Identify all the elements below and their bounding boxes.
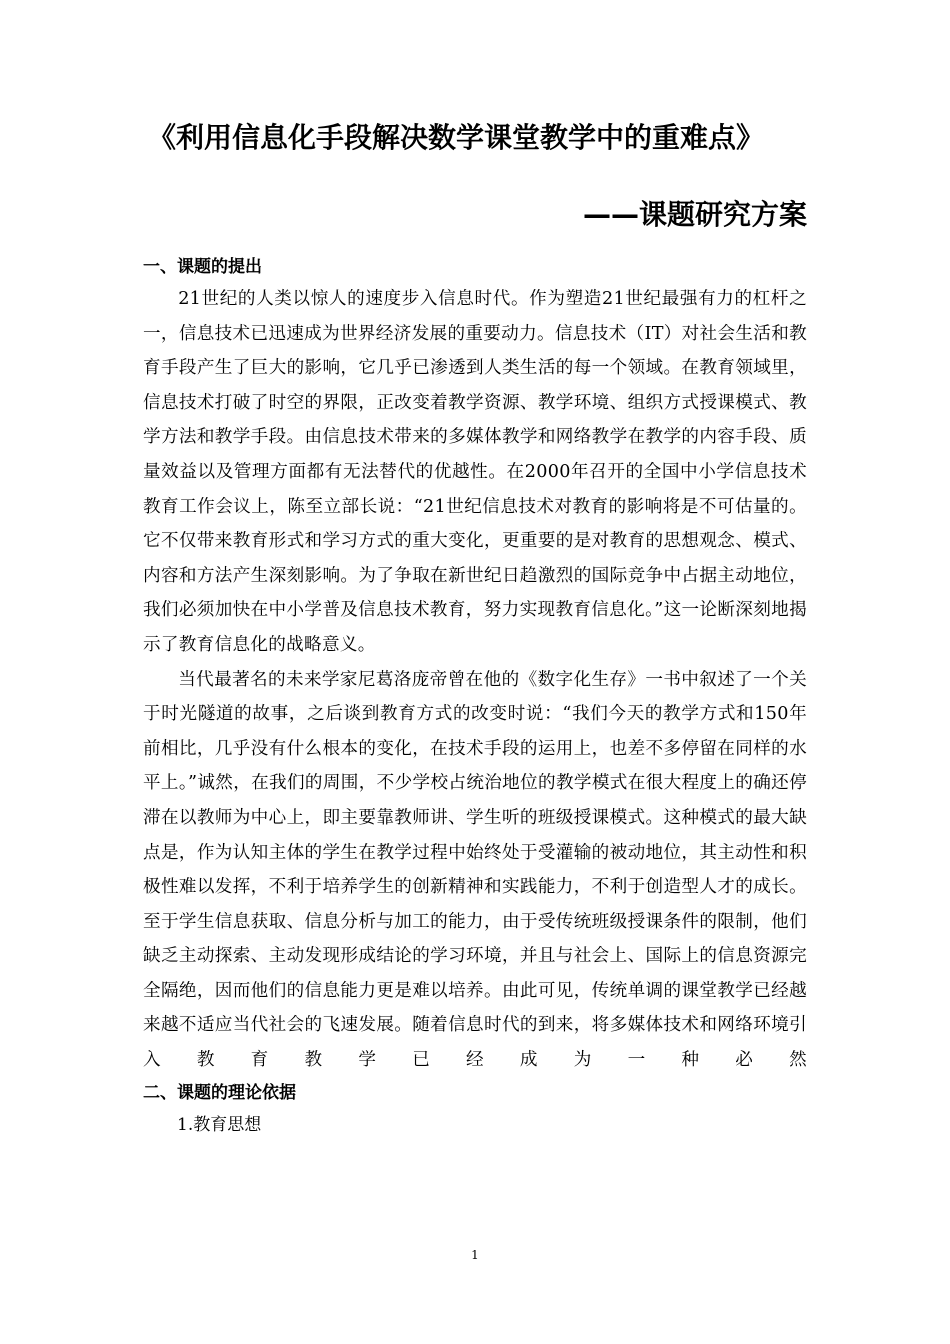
section-proposal xyxy=(143,252,807,1078)
section-heading-theory: 二、课题的理论依据 xyxy=(143,1082,296,1103)
section-theory xyxy=(143,1078,807,1142)
subitem-education-thought: 1.教育思想 xyxy=(177,1114,262,1135)
page-number: 1 xyxy=(471,1248,479,1262)
paragraph-information-age: 21世纪的人类以惊人的速度步入信息时代。作为塑造21世纪最强有力的杠杆之一，信息技术已迅速成为世界经济发展的重要动力。信息技术（IT）对社会生活和教育手段产生了巨大的影响，它几乎已渗透到人类生活的每一个领域。在教育领域里，信息技术打破了时空的界限，正改变着教学资源、教学环境、组织方式授课模式、教学方法和教学手段。由信息技术带来的多媒体教学和网络教学在教学的内容手段、质量效益以及管理方面都有无法替代的优越性。在2000年召开的全国中小学信息技术教育工作会议上，陈至立部长说：“21世纪信息技术对教育的影响将是不可估量的。它不仅带来教育形式和学习方式的重大变化，更重要的是对教育的思想观念、模式、内容和方法产生深刻影响。为了争取在新世纪日趋激烈的国际竞争中占据主动地位，我们必须加快在中小学普及信息技术教育，努力实现教育信息化。”这一论断深刻地揭示了教育信息化的战略意义。 xyxy=(143,289,807,655)
document-subtitle: ——课题研究方案 xyxy=(582,198,807,231)
document-body xyxy=(143,252,807,1142)
document-title: 《利用信息化手段解决数学课堂教学中的重难点》 xyxy=(148,121,765,154)
paragraph-teaching-modes: 当代最著名的未来学家尼葛洛庞帝曾在他的《数字化生存》一书中叙述了一个关于时光隧道的故事，之后谈到教育方式的改变时说：“我们今天的教学方式和150年前相比，几乎没有什么根本的变化，在技术手段的运用上，也差不多停留在同样的水平上。”诚然，在我们的周围，不少学校占统治地位的教学模式在很大程度上的确还停滞在以教师为中心上，即主要靠教师讲、学生听的班级授课模式。这种模式的最大缺点是，作为认知主体的学生在教学过程中始终处于受灌输的被动地位，其主动性和积极性难以发挥，不利于培养学生的创新精神和实践能力，不利于创造型人才的成长。至于学生信息获取、信息分析与加工的能力，由于受传统班级授课条件的限制，他们缺乏主动探索、主动发现形成结论的学习环境，并且与社会上、国际上的信息资源完全隔绝，因而他们的信息能力更是难以培养。由此可见，传统单调的课堂教学已经越来越不适应当代社会的飞速发展。随着信息时代的到来，将多媒体技术和网络环境引入教育教学已经成为一种必然 xyxy=(143,669,807,1071)
section-heading-proposal: 一、课题的提出 xyxy=(143,257,262,277)
